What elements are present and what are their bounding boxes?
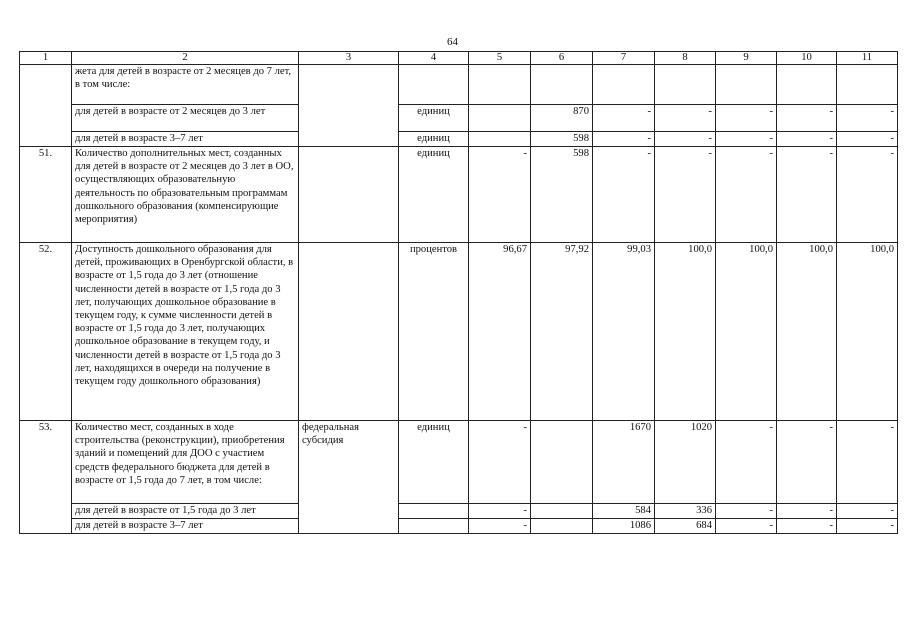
- funding-source: [299, 243, 399, 421]
- value-col5: [469, 65, 531, 105]
- funding-source: [299, 65, 399, 147]
- value-col5: -: [469, 421, 531, 504]
- col-header-5: 5: [469, 52, 531, 65]
- col-header-7: 7: [593, 52, 655, 65]
- value-col7: 584: [593, 504, 655, 519]
- value-col8: 1020: [655, 421, 716, 504]
- table-row: [20, 519, 898, 534]
- value-col10: -: [777, 519, 837, 534]
- value-col9: -: [716, 147, 777, 243]
- value-col8: 684: [655, 519, 716, 534]
- table-row: [20, 504, 898, 519]
- value-col10: -: [777, 105, 837, 132]
- row-number: 53.: [20, 421, 72, 534]
- value-col5: 96,67: [469, 243, 531, 421]
- value-col11: [837, 65, 898, 105]
- col-header-3: 3: [299, 52, 399, 65]
- col-header-4: 4: [399, 52, 469, 65]
- value-col6: 870: [531, 105, 593, 132]
- indicator-text: Количество дополнительных мест, созданных для детей в возрасте от 2 месяцев до 3 лет в ОО, осуществляющих образовательную деятельность по образовательным программам дошкольного образования (компенсирующие мероприятия): [72, 147, 299, 243]
- value-col5: -: [469, 147, 531, 243]
- value-col9: [716, 65, 777, 105]
- unit-cell: [399, 65, 469, 105]
- value-col7: -: [593, 147, 655, 243]
- value-col10: -: [777, 504, 837, 519]
- value-col10: [777, 65, 837, 105]
- value-col6: [531, 421, 593, 504]
- row-number: 51.: [20, 147, 72, 243]
- col-header-11: 11: [837, 52, 898, 65]
- value-col8: -: [655, 147, 716, 243]
- value-col5: -: [469, 504, 531, 519]
- value-col11: 100,0: [837, 243, 898, 421]
- value-col6: [531, 65, 593, 105]
- table-row: [20, 105, 898, 132]
- indicator-text: Количество мест, созданных в ходе строительства (реконструкции), приобретения зданий и помещений для ДОО с участием средств федерального бюджета для детей в возрасте от 1,5 года до 7 лет, в том числе:: [72, 421, 299, 504]
- value-col7: 1670: [593, 421, 655, 504]
- value-col11: -: [837, 519, 898, 534]
- table-row: [20, 132, 898, 147]
- page-number: 64: [447, 36, 458, 48]
- table-row: [20, 421, 898, 504]
- col-header-6: 6: [531, 52, 593, 65]
- row-number: [20, 65, 72, 147]
- value-col11: -: [837, 421, 898, 504]
- value-col11: -: [837, 147, 898, 243]
- value-col5: -: [469, 519, 531, 534]
- value-col10: -: [777, 147, 837, 243]
- indicators-table: [19, 51, 898, 534]
- unit-cell: единиц: [399, 421, 469, 504]
- value-col8: -: [655, 105, 716, 132]
- indicator-text: для детей в возрасте от 2 месяцев до 3 лет: [72, 105, 299, 132]
- table-row: [20, 147, 898, 243]
- indicator-text: жета для детей в возрасте от 2 месяцев до 7 лет, в том числе:: [72, 65, 299, 105]
- value-col9: -: [716, 132, 777, 147]
- indicator-text: для детей в возрасте от 1,5 года до 3 лет: [72, 504, 299, 519]
- indicator-text: для детей в возрасте 3–7 лет: [72, 132, 299, 147]
- value-col7: 1086: [593, 519, 655, 534]
- value-col6: 598: [531, 147, 593, 243]
- value-col6: [531, 504, 593, 519]
- col-header-8: 8: [655, 52, 716, 65]
- value-col7: -: [593, 132, 655, 147]
- unit-cell: единиц: [399, 147, 469, 243]
- value-col6: 598: [531, 132, 593, 147]
- value-col9: -: [716, 105, 777, 132]
- value-col7: 99,03: [593, 243, 655, 421]
- value-col7: -: [593, 105, 655, 132]
- value-col7: [593, 65, 655, 105]
- value-col10: -: [777, 421, 837, 504]
- row-number: 52.: [20, 243, 72, 421]
- value-col8: 100,0: [655, 243, 716, 421]
- unit-cell: [399, 519, 469, 534]
- col-header-2: 2: [72, 52, 299, 65]
- value-col10: -: [777, 132, 837, 147]
- header-row: [20, 52, 898, 65]
- col-header-9: 9: [716, 52, 777, 65]
- indicator-text: Доступность дошкольного образования для детей, проживающих в Оренбургской области, в возрасте от 1,5 года до 3 лет (отношение численности детей в возрасте от 1,5 года до 3 лет, получающих дошкольное образование в текущем году, к сумме численности детей в возрасте от 1,5 года до 3 лет, получающих дошкольное образование в текущем году, и численности детей в возрасте от 1,5 года до 3 лет, находящихся в очереди на получение в текущем году дошкольного образования): [72, 243, 299, 421]
- value-col10: 100,0: [777, 243, 837, 421]
- unit-cell: единиц: [399, 132, 469, 147]
- unit-cell: процентов: [399, 243, 469, 421]
- funding-source: федеральная субсидия: [299, 421, 399, 534]
- table-row: [20, 65, 898, 105]
- value-col9: -: [716, 421, 777, 504]
- col-header-1: 1: [20, 52, 72, 65]
- table-row: [20, 243, 898, 421]
- value-col8: 336: [655, 504, 716, 519]
- value-col11: -: [837, 132, 898, 147]
- value-col11: -: [837, 105, 898, 132]
- value-col11: -: [837, 504, 898, 519]
- value-col8: [655, 65, 716, 105]
- value-col5: [469, 105, 531, 132]
- unit-cell: единиц: [399, 105, 469, 132]
- value-col6: 97,92: [531, 243, 593, 421]
- value-col5: [469, 132, 531, 147]
- indicator-text: для детей в возрасте 3–7 лет: [72, 519, 299, 534]
- value-col9: -: [716, 504, 777, 519]
- value-col9: -: [716, 519, 777, 534]
- value-col6: [531, 519, 593, 534]
- funding-source: [299, 147, 399, 243]
- col-header-10: 10: [777, 52, 837, 65]
- unit-cell: [399, 504, 469, 519]
- value-col8: -: [655, 132, 716, 147]
- value-col9: 100,0: [716, 243, 777, 421]
